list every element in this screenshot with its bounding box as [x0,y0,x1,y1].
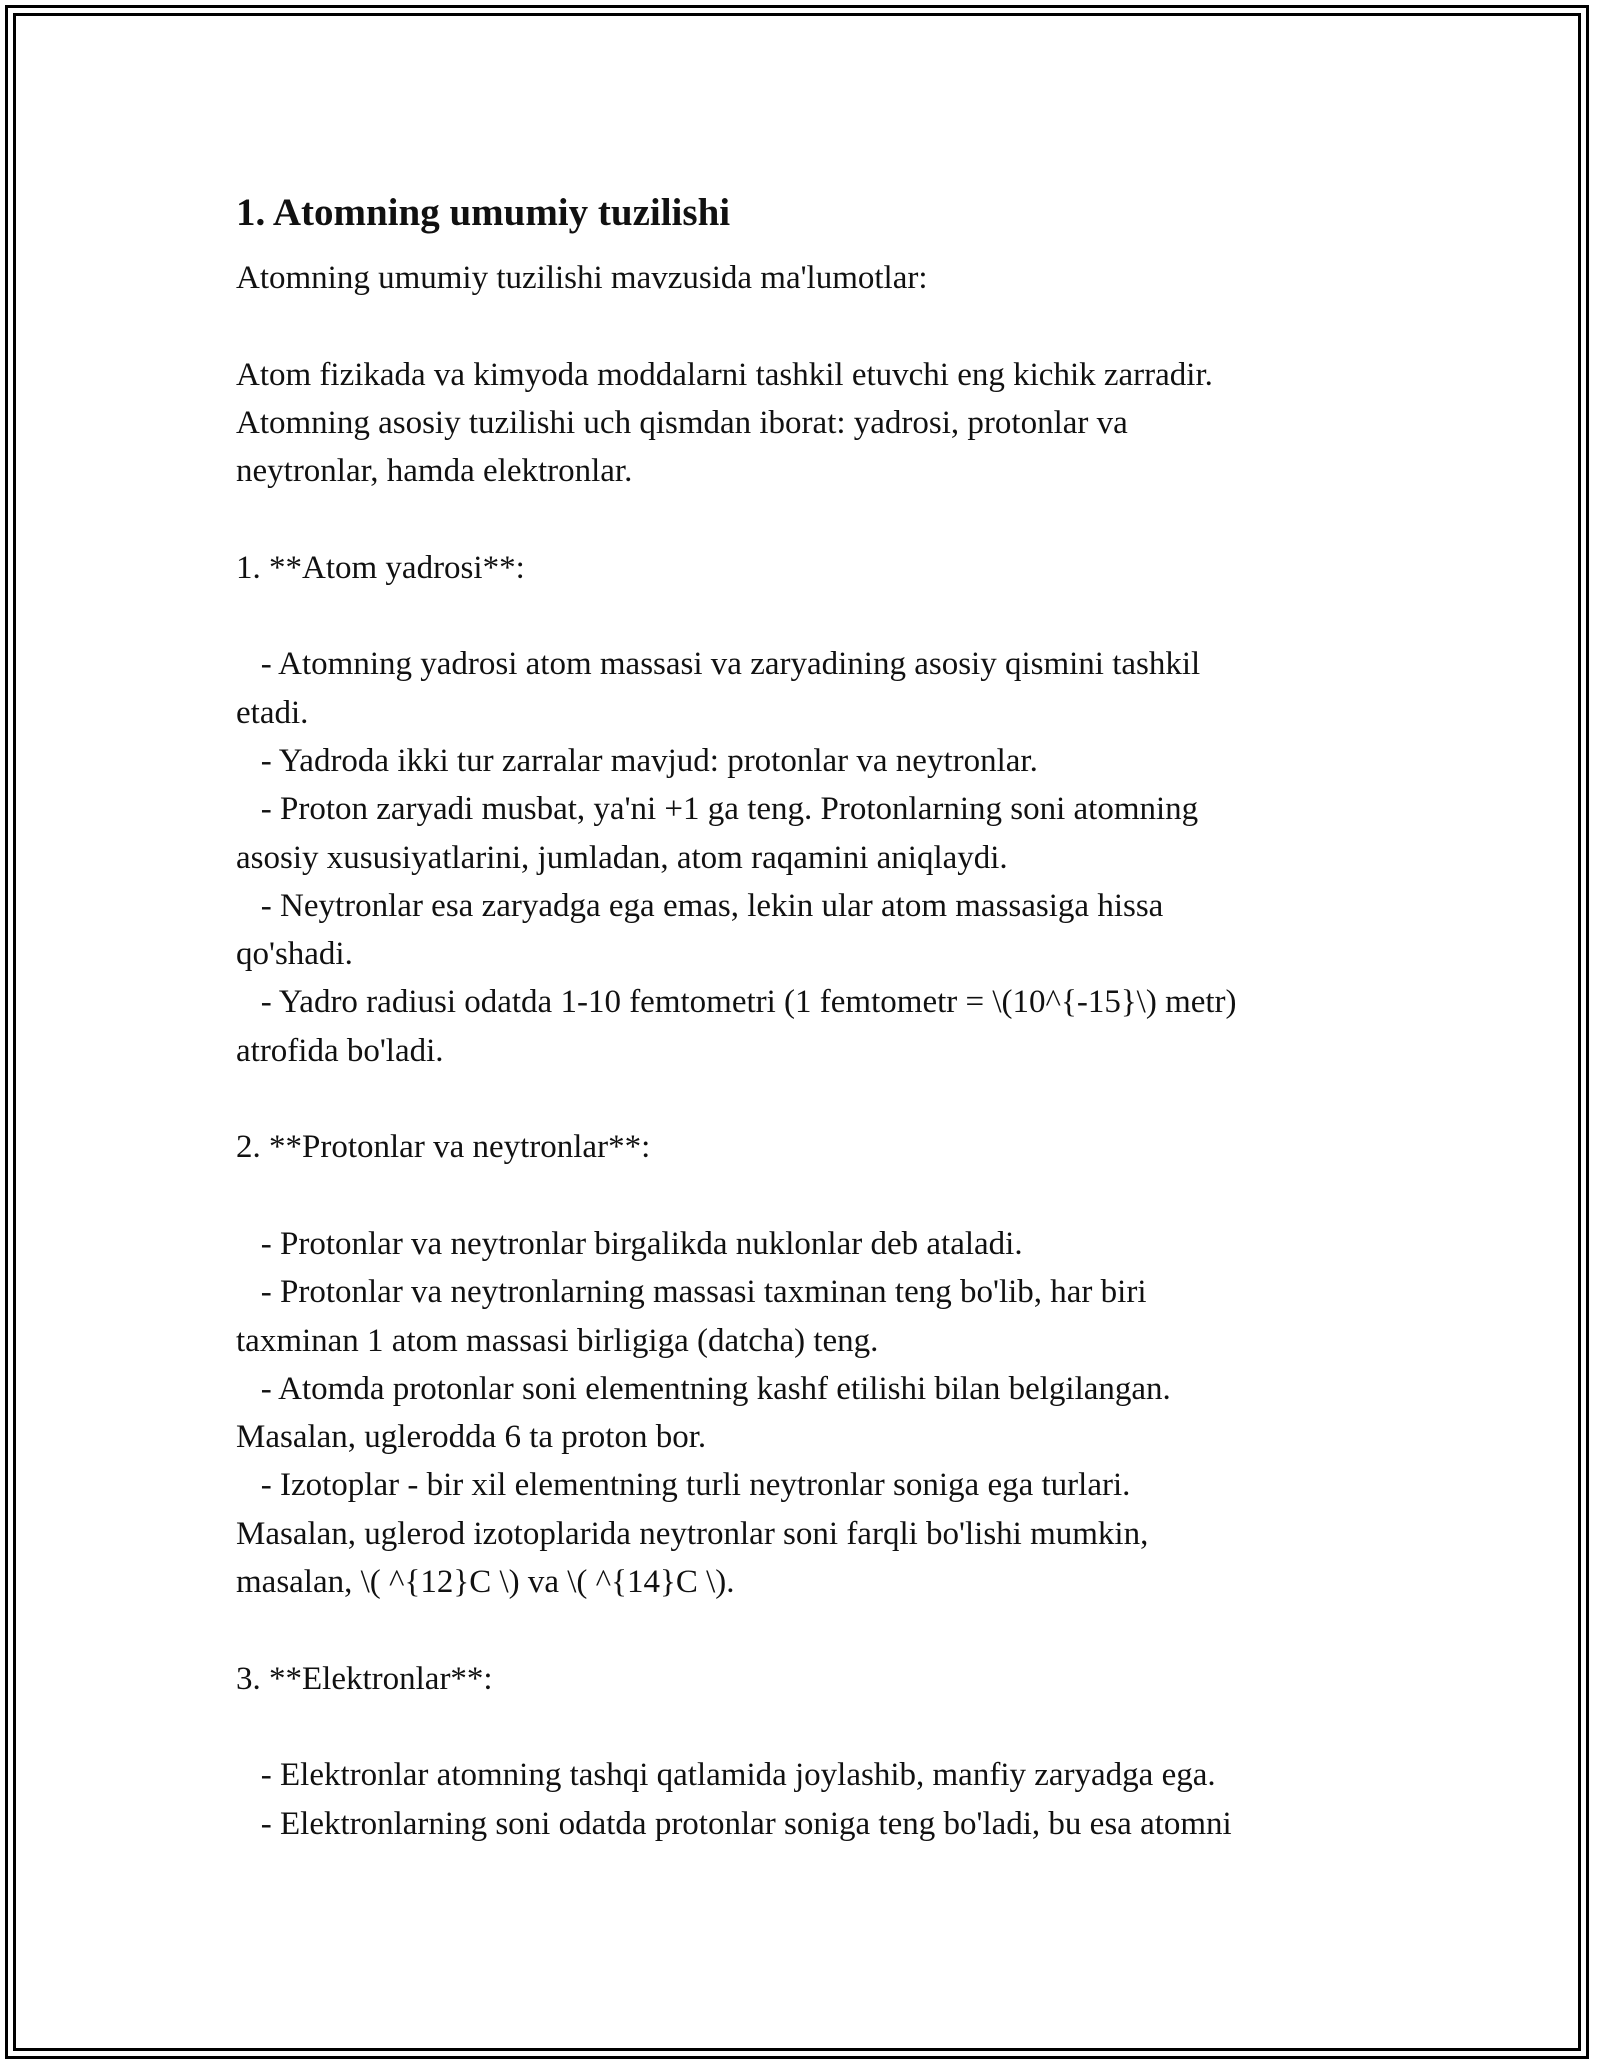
intro-paragraph: Atom fizikada va kimyoda moddalarni tashkil etuvchi eng kichik zarradir. Atomning asosiy tuzilishi uch qismdan iborat: yadrosi, protonlar va neytronlar, hamda elektronlar. [236,356,1213,490]
list-item: - Protonlar va neytronlar birgalikda nuklonlar deb ataladi. [236,1225,1023,1262]
list-item: - Yadro radiusi odatda 1-10 femtometri (1 femtometr = \(10^{-15}\) metr) atrofida bo'ladi. [236,984,1237,1069]
list-item: - Elektronlar atomning tashqi qatlamida joylashib, manfiy zaryadga ega. [236,1757,1216,1794]
section-title-atom-yadrosi: 1. **Atom yadrosi**: [236,549,525,586]
list-item: - Yadroda ikki tur zarralar mavjud: protonlar va neytronlar. [236,742,1038,779]
document-text [236,254,1386,1848]
list-item: - Proton zaryadi musbat, ya'ni +1 ga teng. Protonlarning soni atomning asosiy xususiyatlarini, jumladan, atom raqamini aniqlaydi. [236,791,1199,876]
list-item: - Neytronlar esa zaryadga ega emas, lekin ular atom massasiga hissa qo'shadi. [236,887,1164,973]
document-body [236,186,1386,1848]
intro-line: Atomning umumiy tuzilishi mavzusida ma'lumotlar: [236,260,928,296]
section-title-elektronlar: 3. **Elektronlar**: [236,1660,493,1697]
list-item: - Protonlar va neytronlarning massasi taxminan teng bo'lib, har biri taxminan 1 atom massasi birligiga (datcha) teng. [236,1274,1147,1359]
list-item: - Atomda protonlar soni elementning kashf etilishi bilan belgilangan. Masalan, uglerodda 6 ta proton bor. [236,1370,1171,1456]
list-item: - Izotoplar - bir xil elementning turli neytronlar soniga ega turlari. Masalan, uglerod izotoplarida neytronlar soni farqli bo'lishi mumkin, masalan, \( ^{12}C \) va \( ^{14}C \). [236,1467,1149,1601]
page-title: 1. Atomning umumiy tuzilishi [236,191,731,234]
list-item: - Elektronlarning soni odatda protonlar soniga teng bo'ladi, bu esa atomni [236,1805,1232,1842]
list-item: - Atomning yadrosi atom massasi va zaryadining asosiy qismini tashkil etadi. [236,646,1201,731]
section-title-protonlar-va-neytronlar: 2. **Protonlar va neytronlar**: [236,1129,651,1166]
